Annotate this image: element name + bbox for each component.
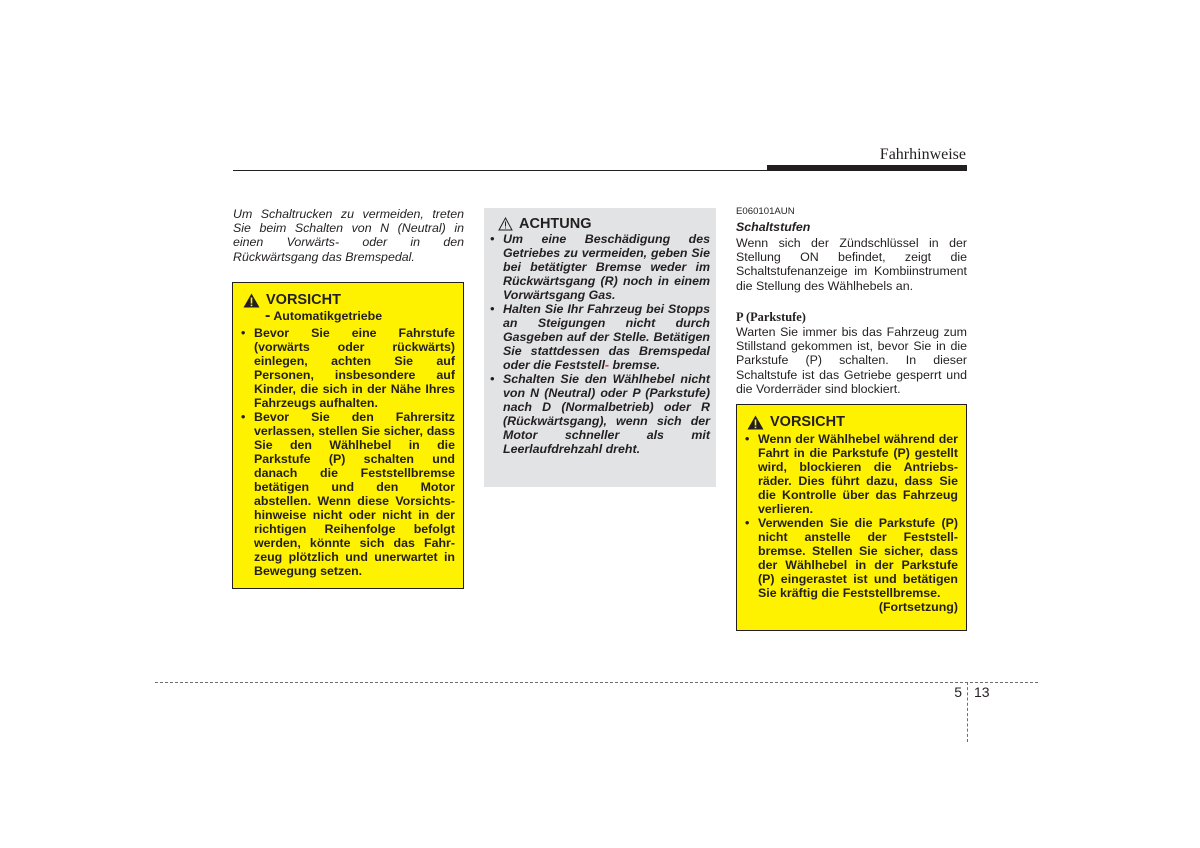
section-title: Fahrhinweise — [879, 146, 966, 163]
achtung-box — [484, 208, 716, 487]
list-item: • Um eine Beschädigung des Getriebes zu vermeiden, geben Sie bei betätigter Bremse weder im Rückwärtsgang (R) noch in einem Vorwärtsgang Gas. — [490, 232, 710, 302]
section-subtitle: Schaltstufen — [736, 220, 811, 234]
header-rule-accent — [767, 165, 967, 170]
achtung-heading-text: ACHTUNG — [519, 216, 592, 232]
list-item-text: Halten Sie Ihr Fahrzeug bei Stopps an Steigungen nicht durch Gasgeben auf der Stelle. Betätigen Sie stattdessen das Bremspedal oder die Feststell — [503, 302, 710, 372]
section-code: E060101AUN — [736, 206, 795, 217]
caution-heading-text: VORSICHT — [266, 292, 341, 308]
continuation-note: (Fortsetzung) — [878, 600, 958, 614]
park-title: P (Parkstufe) — [736, 310, 806, 324]
footer-rule — [155, 682, 1038, 683]
list-item: • Schalten Sie den Wählhebel nicht von N (Neutral) oder P (Parkstufe) nach D (Normalbetrieb) oder R (Rückwärtsgang), wenn sich der Motor schneller als mit Leerlaufdrehzahl dreht. — [490, 372, 710, 456]
list-item: • Bevor Sie eine Fahrstufe (vorwärts oder rückwärts) einlegen, achten Sie auf Personen, insbesondere auf Kinder, die sich in der Nähe Ihres Fahrzeugs aufhalten. — [241, 326, 455, 410]
list-item: • Verwenden Sie die Parkstufe (P) nicht anstelle der Feststell-bremse. Stellen Sie sicher, dass der Wählhebel in der Parkstufe (P) eingerastet ist und betätigen Sie kräftig die Feststellbremse. — [745, 516, 958, 600]
header-rule — [233, 170, 967, 171]
warning-icon — [747, 415, 764, 430]
caution-list — [241, 326, 455, 578]
hyphen-mark: - — [604, 358, 610, 372]
caution-box-automatic-transmission — [232, 282, 464, 589]
paragraph-park: Warten Sie immer bis das Fahrzeug zum Stillstand gekommen ist, bevor Sie in die Parkstufe (P) schalten. In dieser Schaltstufe ist das Getriebe gesperrt und die Vorderräder sind blockiert. — [736, 325, 967, 396]
footer-divider — [967, 682, 968, 742]
list-item: • Bevor Sie den Fahrersitz verlassen, stellen Sie sicher, dass Sie den Wählhebel in die Parkstufe (P) schalten und danach die Feststellbremse betätigen und den Motor abstellen. Wenn diese Vorsichts-hinweise nicht oder nicht in der richtigen Reihenfolge befolgt werden, könnte sich das Fahr-zeug plötzlich und unerwartet in Bewegung setzen. — [241, 410, 455, 578]
achtung-heading — [498, 216, 710, 232]
intro-paragraph: Um Schaltrucken zu vermeiden, treten Sie beim Schalten von N (Neutral) in einen Vorwärts- oder in den Rückwärtsgang das Bremspedal. — [233, 207, 464, 264]
list-item: • Wenn der Wählhebel während der Fahrt in die Parkstufe (P) gestellt wird, blockieren die Antriebs-räder. Dies führt dazu, dass Sie die Kontrolle über das Fahrzeug verlieren. — [745, 432, 958, 516]
caution-subheading-text: Automatikgetriebe — [273, 309, 383, 323]
list-item-text-end: bremse. — [612, 358, 661, 372]
page-number: 13 — [974, 684, 990, 700]
caution-heading — [243, 292, 455, 308]
list-item — [490, 302, 710, 372]
chapter-number: 5 — [954, 684, 962, 700]
warning-icon — [243, 293, 260, 308]
caution-list — [745, 432, 958, 600]
caution-box-park — [736, 404, 967, 631]
caution-subheading: - Automatikgetriebe — [265, 307, 383, 324]
paragraph-shift-positions: Wenn sich der Zündschlüssel in der Stellung ON befindet, zeigt die Schaltstufenanzeige im Kombiinstrument die Stellung des Wählhebels an. — [736, 236, 967, 293]
warning-outline-icon — [498, 217, 513, 231]
caution-heading — [747, 414, 958, 430]
achtung-list — [490, 232, 710, 456]
caution-heading-text: VORSICHT — [770, 414, 845, 430]
